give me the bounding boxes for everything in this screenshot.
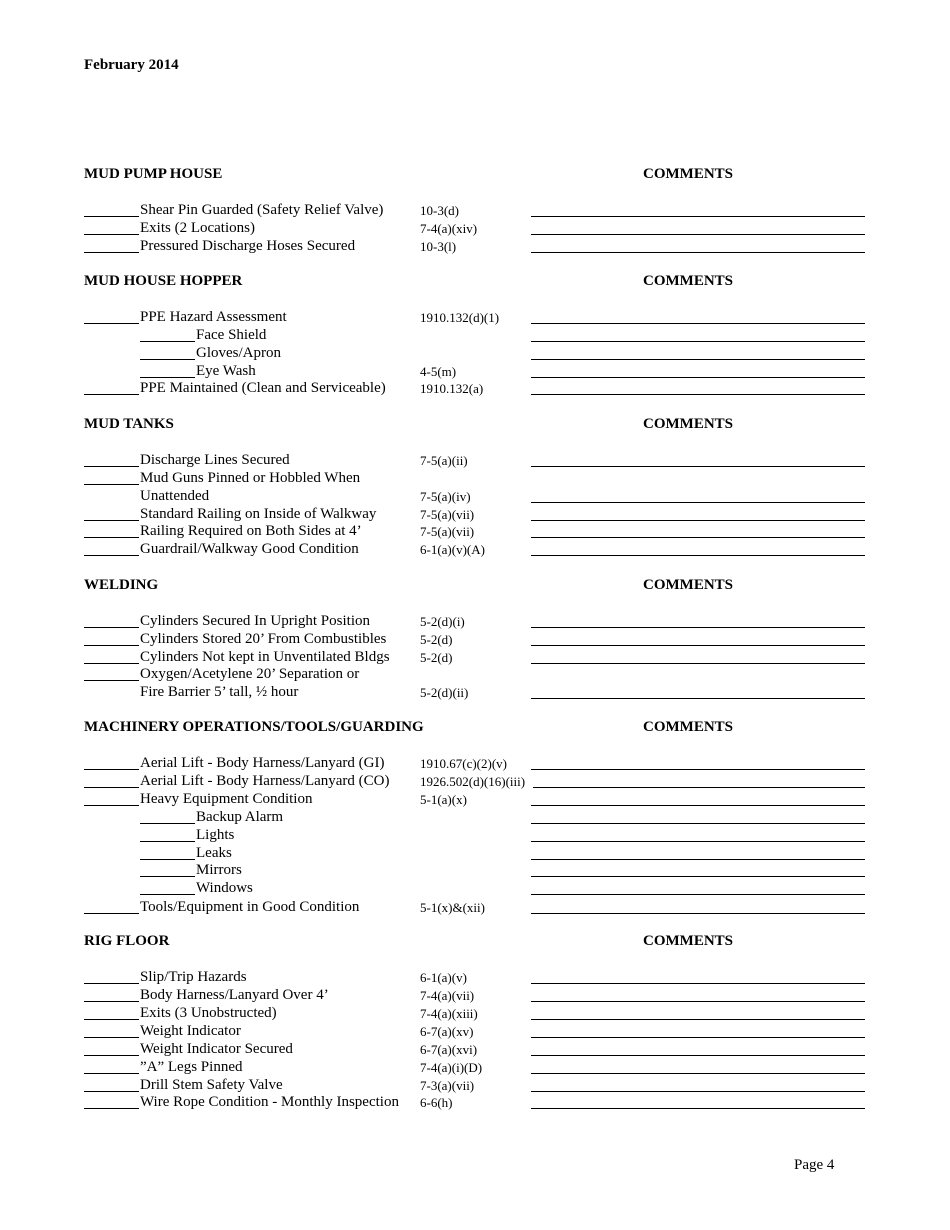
check-blank[interactable] xyxy=(84,216,139,217)
check-blank[interactable] xyxy=(84,1108,139,1109)
item-reference: 1910.67(c)(2)(v) xyxy=(420,756,507,771)
check-blank[interactable] xyxy=(84,680,139,681)
item-label: PPE Hazard Assessment xyxy=(140,309,287,325)
check-blank[interactable] xyxy=(84,787,139,788)
checklist-row xyxy=(0,1094,950,1112)
comment-line[interactable] xyxy=(531,520,865,521)
comment-line[interactable] xyxy=(531,1091,865,1092)
item-label: Exits (3 Unobstructed) xyxy=(140,1005,277,1021)
comment-line[interactable] xyxy=(531,555,865,556)
checklist-row xyxy=(0,987,950,1005)
item-reference: 7-5(a)(iv) xyxy=(420,489,471,504)
checklist-row xyxy=(0,684,950,702)
item-label: Tools/Equipment in Good Condition xyxy=(140,899,360,915)
item-label: Pressured Discharge Hoses Secured xyxy=(140,238,356,254)
check-blank[interactable] xyxy=(84,663,139,664)
item-reference: 1926.502(d)(16)(iii) xyxy=(420,774,526,789)
comments-heading: COMMENTS xyxy=(643,416,733,432)
comment-line[interactable] xyxy=(531,341,865,342)
comments-heading: COMMENTS xyxy=(643,719,733,735)
item-reference: 6-7(a)(xv) xyxy=(420,1024,474,1039)
item-label: Mud Guns Pinned or Hobbled When xyxy=(140,470,361,486)
check-blank[interactable] xyxy=(84,323,139,324)
item-reference: 5-1(a)(x) xyxy=(420,792,467,807)
comment-line[interactable] xyxy=(531,1037,865,1038)
comment-line[interactable] xyxy=(531,805,865,806)
checklist-row xyxy=(0,969,950,987)
item-label: Fire Barrier 5’ tall, ½ hour xyxy=(140,684,299,700)
item-reference: 5-2(d)(ii) xyxy=(420,685,469,700)
check-blank[interactable] xyxy=(84,627,139,628)
item-reference: 10-3(d) xyxy=(420,203,459,218)
item-label: Gloves/Apron xyxy=(196,345,281,361)
comment-line[interactable] xyxy=(531,1073,865,1074)
checklist-row xyxy=(0,1023,950,1041)
checklist-row xyxy=(0,238,950,256)
comment-line[interactable] xyxy=(531,1108,865,1109)
item-label: Unattended xyxy=(140,488,210,504)
comments-heading: COMMENTS xyxy=(643,166,733,182)
comment-line[interactable] xyxy=(531,377,865,378)
check-blank[interactable] xyxy=(140,341,195,342)
comment-line[interactable] xyxy=(531,537,865,538)
checklist-row xyxy=(0,380,950,398)
check-blank[interactable] xyxy=(84,645,139,646)
item-label: Oxygen/Acetylene 20’ Separation or xyxy=(140,666,360,682)
comments-heading: COMMENTS xyxy=(643,273,733,289)
section-title-rig-floor: RIG FLOOR xyxy=(84,933,170,949)
item-label: Backup Alarm xyxy=(196,809,284,825)
item-reference: 1910.132(d)(1) xyxy=(420,310,500,325)
comment-line[interactable] xyxy=(531,859,865,860)
checklist-row xyxy=(0,773,950,791)
item-reference: 10-3(l) xyxy=(420,239,457,254)
checklist-row xyxy=(0,470,950,488)
item-label: Weight Indicator Secured xyxy=(140,1041,293,1057)
comment-line[interactable] xyxy=(531,627,865,628)
comment-line[interactable] xyxy=(531,698,865,699)
item-label: Standard Railing on Inside of Walkway xyxy=(140,506,377,522)
document-date: February 2014 xyxy=(84,57,179,73)
check-blank[interactable] xyxy=(84,1037,139,1038)
comment-line[interactable] xyxy=(531,1001,865,1002)
item-reference: 1910.132(a) xyxy=(420,381,484,396)
comment-line[interactable] xyxy=(531,1055,865,1056)
item-reference: 7-5(a)(vii) xyxy=(420,524,475,539)
comment-line[interactable] xyxy=(531,823,865,824)
section-title-mud-tanks: MUD TANKS xyxy=(84,416,174,432)
section-title-welding: WELDING xyxy=(84,577,159,593)
item-label: Cylinders Stored 20’ From Combustibles xyxy=(140,631,387,647)
item-reference: 6-7(a)(xvi) xyxy=(420,1042,478,1057)
item-label: Windows xyxy=(196,880,253,896)
item-label: Drill Stem Safety Valve xyxy=(140,1077,283,1093)
comment-line[interactable] xyxy=(531,983,865,984)
comment-line[interactable] xyxy=(531,323,865,324)
checklist-row xyxy=(0,899,950,917)
comment-line[interactable] xyxy=(531,1019,865,1020)
check-blank[interactable] xyxy=(84,394,139,395)
check-blank[interactable] xyxy=(84,520,139,521)
check-blank[interactable] xyxy=(84,913,139,914)
comment-line[interactable] xyxy=(533,787,865,788)
item-label: Mirrors xyxy=(196,862,242,878)
comment-line[interactable] xyxy=(531,876,865,877)
item-label: Wire Rope Condition - Monthly Inspection xyxy=(140,1094,399,1110)
section-title-machinery: MACHINERY OPERATIONS/TOOLS/GUARDING xyxy=(84,719,424,735)
check-blank[interactable] xyxy=(84,1055,139,1056)
item-label: Guardrail/Walkway Good Condition xyxy=(140,541,359,557)
checklist-row xyxy=(0,755,950,773)
comment-line[interactable] xyxy=(531,841,865,842)
item-label: ”A” Legs Pinned xyxy=(140,1059,243,1075)
checklist-row xyxy=(0,220,950,238)
item-label: Weight Indicator xyxy=(140,1023,241,1039)
check-blank[interactable] xyxy=(140,377,195,378)
checklist-row xyxy=(0,523,950,541)
checklist-row xyxy=(0,506,950,524)
comment-line[interactable] xyxy=(531,252,865,253)
item-label: Eye Wash xyxy=(196,363,256,379)
item-reference: 7-4(a)(xiii) xyxy=(420,1006,478,1021)
comment-line[interactable] xyxy=(531,894,865,895)
comment-line[interactable] xyxy=(531,645,865,646)
item-label: Heavy Equipment Condition xyxy=(140,791,313,807)
item-label: Shear Pin Guarded (Safety Relief Valve) xyxy=(140,202,384,218)
comment-line[interactable] xyxy=(531,216,865,217)
checklist-row xyxy=(0,666,950,684)
check-blank[interactable] xyxy=(84,484,139,485)
page-number: Page 4 xyxy=(794,1157,835,1173)
item-reference: 5-1(x)&(xii) xyxy=(420,900,485,915)
checklist-row xyxy=(0,202,950,220)
item-label: Railing Required on Both Sides at 4’ xyxy=(140,523,362,539)
checklist-row xyxy=(0,880,950,898)
item-label: Slip/Trip Hazards xyxy=(140,969,247,985)
check-blank[interactable] xyxy=(140,823,195,824)
check-blank[interactable] xyxy=(140,841,195,842)
checklist-row xyxy=(0,845,950,863)
check-blank[interactable] xyxy=(140,859,195,860)
check-blank[interactable] xyxy=(84,537,139,538)
item-label: Leaks xyxy=(196,845,232,861)
comment-line[interactable] xyxy=(531,234,865,235)
comment-line[interactable] xyxy=(531,502,865,503)
check-blank[interactable] xyxy=(84,1073,139,1074)
check-blank[interactable] xyxy=(84,1001,139,1002)
checklist-row xyxy=(0,1077,950,1095)
comment-line[interactable] xyxy=(531,913,865,914)
checklist-row xyxy=(0,613,950,631)
checklist-row xyxy=(0,327,950,345)
item-reference: 7-4(a)(vii) xyxy=(420,988,475,1003)
item-reference: 7-4(a)(xiv) xyxy=(420,221,478,236)
item-reference: 6-1(a)(v) xyxy=(420,970,467,985)
check-blank[interactable] xyxy=(84,983,139,984)
check-blank[interactable] xyxy=(84,252,139,253)
comments-heading: COMMENTS xyxy=(643,577,733,593)
checklist-row xyxy=(0,1005,950,1023)
item-reference: 7-5(a)(ii) xyxy=(420,453,468,468)
comment-line[interactable] xyxy=(531,663,865,664)
item-label: Exits (2 Locations) xyxy=(140,220,255,236)
check-blank[interactable] xyxy=(84,1019,139,1020)
check-blank[interactable] xyxy=(140,876,195,877)
check-blank[interactable] xyxy=(84,1091,139,1092)
item-reference: 6-1(a)(v)(A) xyxy=(420,542,485,557)
checklist-row xyxy=(0,827,950,845)
item-reference: 6-6(h) xyxy=(420,1095,453,1110)
check-blank[interactable] xyxy=(84,555,139,556)
checklist-row xyxy=(0,809,950,827)
section-title-mud-pump-house: MUD PUMP HOUSE xyxy=(84,166,223,182)
comment-line[interactable] xyxy=(531,359,865,360)
item-reference: 4-5(m) xyxy=(420,364,457,379)
checklist-row xyxy=(0,1059,950,1077)
item-label: Cylinders Secured In Upright Position xyxy=(140,613,370,629)
checklist-row xyxy=(0,649,950,667)
item-reference: 5-2(d) xyxy=(420,650,453,665)
item-reference: 7-5(a)(vii) xyxy=(420,507,475,522)
item-label: Face Shield xyxy=(196,327,267,343)
item-reference: 7-3(a)(vii) xyxy=(420,1078,475,1093)
item-label: Aerial Lift - Body Harness/Lanyard (CO) xyxy=(140,773,390,789)
section-title-mud-house-hopper: MUD HOUSE HOPPER xyxy=(84,273,243,289)
checklist-row xyxy=(0,309,950,327)
checklist-row xyxy=(0,345,950,363)
check-blank[interactable] xyxy=(84,466,139,467)
check-blank[interactable] xyxy=(84,805,139,806)
item-reference: 7-4(a)(i)(D) xyxy=(420,1060,483,1075)
checklist-row xyxy=(0,363,950,381)
item-label: Lights xyxy=(196,827,235,843)
item-label: Aerial Lift - Body Harness/Lanyard (GI) xyxy=(140,755,385,771)
checklist-row xyxy=(0,862,950,880)
comment-line[interactable] xyxy=(531,394,865,395)
checklist-row xyxy=(0,541,950,559)
checklist-row xyxy=(0,791,950,809)
item-reference: 5-2(d)(i) xyxy=(420,614,465,629)
comments-heading: COMMENTS xyxy=(643,933,733,949)
comment-line[interactable] xyxy=(531,769,865,770)
item-label: Discharge Lines Secured xyxy=(140,452,290,468)
checklist-row xyxy=(0,631,950,649)
item-label: Cylinders Not kept in Unventilated Bldgs xyxy=(140,649,390,665)
check-blank[interactable] xyxy=(140,894,195,895)
checklist-row xyxy=(0,452,950,470)
checklist-row xyxy=(0,488,950,506)
item-reference: 5-2(d) xyxy=(420,632,453,647)
check-blank[interactable] xyxy=(84,769,139,770)
check-blank[interactable] xyxy=(84,234,139,235)
item-label: PPE Maintained (Clean and Serviceable) xyxy=(140,380,386,396)
checklist-row xyxy=(0,1041,950,1059)
check-blank[interactable] xyxy=(140,359,195,360)
item-label: Body Harness/Lanyard Over 4’ xyxy=(140,987,329,1003)
comment-line[interactable] xyxy=(531,466,865,467)
